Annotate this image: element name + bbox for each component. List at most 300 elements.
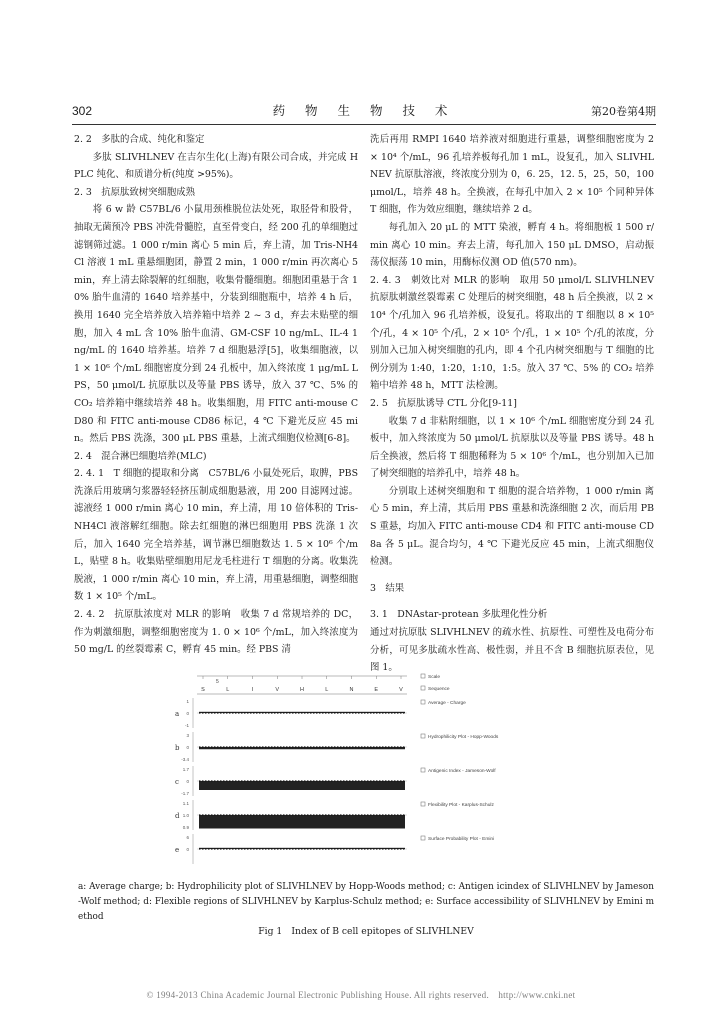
panel-data-point bbox=[208, 848, 210, 849]
panel-data-point bbox=[214, 746, 216, 747]
panel-data-point bbox=[292, 746, 294, 747]
legend-label: Hydrophilicity Plot - Hopp-Woods bbox=[428, 735, 499, 740]
panel-data-point bbox=[238, 746, 240, 747]
panel-data-point bbox=[379, 780, 381, 781]
panel-data-point bbox=[352, 814, 354, 815]
panel-data-point bbox=[352, 746, 354, 747]
panel-data-point bbox=[319, 712, 321, 713]
panel-data-point bbox=[295, 746, 297, 747]
panel-data-point bbox=[355, 746, 357, 747]
sequence-letter: N bbox=[349, 687, 354, 693]
panel-data-point bbox=[265, 746, 267, 747]
panel-data-point bbox=[316, 780, 318, 781]
panel-tick-label: 1.1 bbox=[182, 801, 189, 806]
panel-data-point bbox=[313, 848, 315, 849]
panel-data-point bbox=[400, 746, 402, 747]
panel-data-point bbox=[388, 746, 390, 747]
panel-data-point bbox=[367, 746, 369, 747]
panel-data-point bbox=[400, 848, 402, 849]
panel-data-point bbox=[352, 712, 354, 713]
panel-data-point bbox=[328, 746, 330, 747]
panel-tick-label: 0 bbox=[186, 711, 189, 716]
panel-data-point bbox=[337, 848, 339, 849]
sequence-letter: L bbox=[226, 687, 230, 693]
panel-data-point bbox=[370, 780, 372, 781]
panel-data-point bbox=[346, 814, 348, 815]
sequence-letter: V bbox=[399, 687, 403, 693]
panel-data-point bbox=[343, 746, 345, 747]
panel-data-point bbox=[334, 746, 336, 747]
panel-data-point bbox=[235, 814, 237, 815]
panel-data-point bbox=[331, 712, 333, 713]
panel-data-point bbox=[292, 780, 294, 781]
panel-data-point bbox=[202, 848, 204, 849]
panel-data-point bbox=[376, 780, 378, 781]
panel-data-point bbox=[337, 746, 339, 747]
panel-data-point bbox=[364, 746, 366, 747]
panel-data-point bbox=[205, 712, 207, 713]
panel-data-point bbox=[400, 780, 402, 781]
panel-data-point bbox=[397, 712, 399, 713]
panel-data-point bbox=[244, 780, 246, 781]
panel-data-point bbox=[223, 746, 225, 747]
panel-data-point bbox=[295, 848, 297, 849]
panel-data-point bbox=[343, 848, 345, 849]
panel-data-point bbox=[256, 814, 258, 815]
panel-data-point bbox=[307, 746, 309, 747]
panel-data-point bbox=[343, 814, 345, 815]
panel-data-point bbox=[361, 814, 363, 815]
panel-data-point bbox=[265, 848, 267, 849]
panel-data-point bbox=[253, 712, 255, 713]
panel-data-point bbox=[208, 746, 210, 747]
panel-data-point bbox=[385, 848, 387, 849]
panel-data-point bbox=[355, 780, 357, 781]
section-heading: 2. 2 多肽的合成、纯化和鉴定 bbox=[74, 134, 205, 145]
panel-data-point bbox=[205, 814, 207, 815]
panel-data-point bbox=[394, 814, 396, 815]
panel-data-point bbox=[223, 780, 225, 781]
panel-data-point bbox=[361, 780, 363, 781]
panel-data-point bbox=[229, 848, 231, 849]
panel-data-point bbox=[340, 814, 342, 815]
panel-data-point bbox=[301, 848, 303, 849]
panel-data-point bbox=[250, 712, 252, 713]
section-heading: 3 结果 bbox=[370, 582, 405, 594]
panel-data-point bbox=[241, 848, 243, 849]
panel-data-point bbox=[355, 712, 357, 713]
panel-data-point bbox=[295, 780, 297, 781]
panel-data-point bbox=[277, 814, 279, 815]
panel-data-point bbox=[403, 712, 405, 713]
panel-data-point bbox=[220, 848, 222, 849]
paragraph: 洗后再用 RMPI 1640 培养液对细胞进行重悬，调整细胞密度为 2 × 10⁴ 个/mL，96 孔培养板每孔加 1 mL，设复孔，加入 SLIVHLNEV 抗原肽溶液，终浓度分别为 0，6. 25，12. 5，25，50，100 μmol/L，培养 48 h。全换液，在每孔中加入 2 × 10⁵ 个同种异体 T 细胞，作为效应细胞，继续培养 2 d。 bbox=[370, 134, 654, 216]
panel-data-point bbox=[283, 848, 285, 849]
panel-letter: b bbox=[175, 744, 180, 752]
legend-swatch bbox=[421, 802, 425, 806]
panel-data-point bbox=[298, 780, 300, 781]
panel-data-point bbox=[232, 780, 234, 781]
panel-data-point bbox=[223, 848, 225, 849]
panel-data-point bbox=[307, 712, 309, 713]
panel-data-point bbox=[262, 814, 264, 815]
panel-data-point bbox=[385, 780, 387, 781]
panel-data-point bbox=[298, 712, 300, 713]
panel-data-point bbox=[313, 780, 315, 781]
figure-title: Fig 1 Index of B cell epitopes of SLIVHLNEV bbox=[258, 926, 474, 937]
legend-label: Surface Probability Plot - Emini bbox=[428, 837, 495, 842]
panel-data-point bbox=[202, 712, 204, 713]
panel-data-point bbox=[361, 712, 363, 713]
panel-data-point bbox=[361, 746, 363, 747]
panel-data-point bbox=[319, 848, 321, 849]
panel-data-point bbox=[268, 780, 270, 781]
panel-letter: a bbox=[175, 710, 180, 718]
panel-data-point bbox=[208, 814, 210, 815]
panel-data-point bbox=[259, 848, 261, 849]
panel-data-point bbox=[202, 746, 204, 747]
panel-data-point bbox=[247, 746, 249, 747]
panel-data-point bbox=[208, 712, 210, 713]
panel-data-point bbox=[247, 780, 249, 781]
panel-data-point bbox=[322, 848, 324, 849]
panel-data-point bbox=[373, 814, 375, 815]
panel-data-point bbox=[262, 780, 264, 781]
panel-data-point bbox=[358, 746, 360, 747]
panel-data-point bbox=[268, 746, 270, 747]
panel-data-point bbox=[301, 746, 303, 747]
panel-data-point bbox=[250, 746, 252, 747]
panel-data-point bbox=[283, 780, 285, 781]
panel-data-point bbox=[388, 848, 390, 849]
panel-data-point bbox=[274, 746, 276, 747]
panel-data-point bbox=[367, 712, 369, 713]
panel-data-point bbox=[271, 814, 273, 815]
panel-data-point bbox=[328, 814, 330, 815]
panel-data-point bbox=[313, 814, 315, 815]
panel-data-point bbox=[232, 848, 234, 849]
panel-data-point bbox=[199, 814, 201, 815]
panel-data-point bbox=[367, 848, 369, 849]
panel-data-point bbox=[211, 712, 213, 713]
panel-data-point bbox=[385, 712, 387, 713]
panel-data-point bbox=[265, 814, 267, 815]
panel-data-point bbox=[325, 746, 327, 747]
panel-data-point bbox=[337, 814, 339, 815]
panel-data-point bbox=[256, 746, 258, 747]
legend-label: Flexibility Plot - Karplus-Schulz bbox=[428, 803, 494, 808]
panel-data-point bbox=[298, 746, 300, 747]
panel-data-point bbox=[250, 814, 252, 815]
panel-data-point bbox=[301, 814, 303, 815]
panel-data-point bbox=[355, 814, 357, 815]
panel-data-point bbox=[379, 848, 381, 849]
panel-data-point bbox=[289, 712, 291, 713]
panel-data-point bbox=[391, 780, 393, 781]
panel-letter: c bbox=[175, 778, 179, 786]
panel-data-point bbox=[292, 712, 294, 713]
paragraph: 3. 1 DNAstar-protean 多肽理化性分析 bbox=[370, 609, 548, 621]
panel-tick-label: 0 bbox=[186, 847, 189, 852]
paragraph: 2. 4. 1 T 细胞的提取和分离 C57BL/6 小鼠处死后，取脾，PBS 洗涤后用玻璃匀浆器轻轻挤压制成细胞悬液，用 200 目滤网过滤。滤液经 1 000 r/min 离心 10 min，弃上清，用 10 倍体积的 Tris-NH4Cl 液溶解红细胞。除去红细胞的淋巴细胞用 PBS 洗涤 1 次后，加入 1640 完全培养基，调节淋巴细胞数达 1. 5 × 10⁶ 个/mL，贴壁 8 h。收集贴壁细胞用尼龙毛柱进行 T 细胞的分离。收集洗脱液，1 000 r/min 离心 10 min，弃上清，用重悬细胞，调整细胞数 1 × 10⁵ 个/mL。 bbox=[74, 468, 358, 603]
panel-data-point bbox=[364, 780, 366, 781]
panel-data-point bbox=[220, 746, 222, 747]
section-heading: 2. 4 混合淋巴细胞培养(MLC) bbox=[74, 450, 207, 462]
panel-data-point bbox=[322, 780, 324, 781]
panel-data-point bbox=[316, 712, 318, 713]
panel-data-point bbox=[262, 746, 264, 747]
panel-data-point bbox=[292, 848, 294, 849]
panel-data-point bbox=[217, 814, 219, 815]
panel-data-point bbox=[244, 746, 246, 747]
panel-data-point bbox=[379, 814, 381, 815]
panel-data-point bbox=[391, 848, 393, 849]
panel-data-point bbox=[358, 712, 360, 713]
panel-data-point bbox=[388, 814, 390, 815]
panel-data-point bbox=[313, 712, 315, 713]
panel-data-point bbox=[241, 746, 243, 747]
panel-tick-label: -1 bbox=[184, 723, 189, 728]
panel-data-point bbox=[355, 848, 357, 849]
panel-data-point bbox=[262, 848, 264, 849]
paragraph: 2. 4. 3 刺效比对 MLR 的影响 取用 50 μmol/L SLIVHLNEV 抗原肽刺激丝裂霉素 C 处理后的树突细胞，48 h 后全换液，以 2 × 10⁴ 个/孔加入 96 孔培养板，设复孔。将取出的 T 细胞以 8 × 10⁵ 个/孔，4 × 10⁵ 个/孔，2 × 10⁵ 个/孔，1 × 10⁵ 个/孔的浓度，分别加入已加入树突细胞的孔内，即 4 个孔内树突细胞与 T 细胞的比例分别为 1:40，1:20，1:10，1:5。放入 37 ℃、5% 的 CO₂ 培养箱中培养 48 h，MTT 法检测。 bbox=[370, 274, 654, 392]
panel-data-point bbox=[280, 746, 282, 747]
sequence-letter: I bbox=[251, 687, 254, 693]
panel-data-point bbox=[211, 848, 213, 849]
panel-data-point bbox=[265, 712, 267, 713]
panel-data-point bbox=[262, 712, 264, 713]
panel-data-point bbox=[328, 848, 330, 849]
panel-data-point bbox=[337, 780, 339, 781]
panel-data-point bbox=[358, 814, 360, 815]
panel-data-point bbox=[331, 814, 333, 815]
panel-data-point bbox=[298, 814, 300, 815]
panel-data-point bbox=[208, 780, 210, 781]
panel-data-point bbox=[202, 780, 204, 781]
panel-data-point bbox=[271, 780, 273, 781]
journal-title: 药 物 生 物 技 术 bbox=[272, 103, 456, 118]
panel-data-point bbox=[220, 814, 222, 815]
panel-data-point bbox=[286, 814, 288, 815]
panel-data-point bbox=[220, 712, 222, 713]
panel-data-point bbox=[322, 712, 324, 713]
panel-data-point bbox=[253, 780, 255, 781]
panel-data-point bbox=[331, 848, 333, 849]
panel-data-point bbox=[259, 780, 261, 781]
panel-data-point bbox=[211, 780, 213, 781]
panel-data-point bbox=[370, 848, 372, 849]
panel-data-point bbox=[310, 746, 312, 747]
panel-data-point bbox=[238, 814, 240, 815]
panel-data-point bbox=[304, 780, 306, 781]
panel-data-point bbox=[238, 712, 240, 713]
panel-data-point bbox=[226, 814, 228, 815]
panel-data-point bbox=[304, 746, 306, 747]
panel-tick-label: 0 bbox=[186, 745, 189, 750]
panel-data-point bbox=[295, 814, 297, 815]
panel-data-point bbox=[259, 712, 261, 713]
panel-data-point bbox=[226, 746, 228, 747]
panel-data-point bbox=[289, 780, 291, 781]
panel-data-point bbox=[313, 746, 315, 747]
panel-data-point bbox=[235, 746, 237, 747]
panel-data-point bbox=[346, 746, 348, 747]
panel-data-point bbox=[400, 712, 402, 713]
panel-data-point bbox=[283, 712, 285, 713]
panel-tick-label: -1.7 bbox=[181, 791, 189, 796]
panel-data-point bbox=[277, 746, 279, 747]
panel-data-point bbox=[244, 814, 246, 815]
legend-swatch bbox=[421, 700, 425, 704]
panel-data-point bbox=[292, 814, 294, 815]
panel-data-point bbox=[349, 746, 351, 747]
panel-data-point bbox=[298, 848, 300, 849]
panel-data-point bbox=[247, 712, 249, 713]
panel-data-point bbox=[247, 848, 249, 849]
panel-data-point bbox=[319, 780, 321, 781]
panel-data-point bbox=[349, 848, 351, 849]
epitope-plot bbox=[175, 672, 555, 867]
panel-data-point bbox=[346, 848, 348, 849]
panel-data-point bbox=[256, 712, 258, 713]
panel-data-point bbox=[238, 780, 240, 781]
panel-data-point bbox=[370, 712, 372, 713]
panel-data-point bbox=[325, 814, 327, 815]
panel-data-point bbox=[403, 780, 405, 781]
panel-data-point bbox=[367, 780, 369, 781]
panel-data-point bbox=[205, 746, 207, 747]
panel-data-point bbox=[385, 746, 387, 747]
panel-data-point bbox=[346, 712, 348, 713]
panel-data-point bbox=[223, 712, 225, 713]
sequence-letter: L bbox=[325, 687, 329, 693]
panel-letter: e bbox=[175, 846, 180, 854]
panel-data-point bbox=[229, 814, 231, 815]
panel-data-point bbox=[391, 746, 393, 747]
panel-data-point bbox=[403, 814, 405, 815]
panel-data-point bbox=[229, 712, 231, 713]
panel-data-point bbox=[310, 780, 312, 781]
panel-data-point bbox=[199, 848, 201, 849]
panel-data-point bbox=[319, 814, 321, 815]
panel-data-point bbox=[268, 712, 270, 713]
panel-data-point bbox=[358, 848, 360, 849]
panel-tick-label: 1.7 bbox=[182, 767, 189, 772]
panel-data-point bbox=[376, 814, 378, 815]
legend-swatch bbox=[421, 836, 425, 840]
panel-data-point bbox=[217, 780, 219, 781]
panel-data-point bbox=[331, 746, 333, 747]
panel-data-point bbox=[235, 848, 237, 849]
panel-data-point bbox=[379, 746, 381, 747]
panel-data-point bbox=[211, 746, 213, 747]
panel-data-point bbox=[316, 848, 318, 849]
panel-data-point bbox=[310, 712, 312, 713]
panel-data-point bbox=[250, 848, 252, 849]
panel-data-point bbox=[256, 780, 258, 781]
panel-data-point bbox=[364, 848, 366, 849]
panel-data-point bbox=[379, 712, 381, 713]
panel-tick-label: 6 bbox=[186, 835, 189, 840]
panel-data-point bbox=[397, 780, 399, 781]
panel-data-point bbox=[202, 814, 204, 815]
panel-data-point bbox=[382, 780, 384, 781]
panel-data-point bbox=[226, 848, 228, 849]
panel-data-point bbox=[226, 712, 228, 713]
panel-data-point bbox=[286, 848, 288, 849]
panel-data-point bbox=[232, 712, 234, 713]
panel-data-point bbox=[247, 814, 249, 815]
panel-data-point bbox=[214, 712, 216, 713]
panel-data-point bbox=[280, 814, 282, 815]
panel-data-point bbox=[217, 746, 219, 747]
panel-data-point bbox=[295, 712, 297, 713]
panel-data-point bbox=[238, 848, 240, 849]
panel-data-point bbox=[373, 780, 375, 781]
panel-data-point bbox=[394, 780, 396, 781]
copyright-footer: © 1994-2013 China Academic Journal Electronic Publishing House. All rights reserved. http://www.cnki.net bbox=[146, 990, 576, 1000]
panel-data-point bbox=[352, 780, 354, 781]
panel-data-point bbox=[385, 814, 387, 815]
sequence-letter: E bbox=[374, 687, 379, 693]
panel-data-point bbox=[310, 848, 312, 849]
panel-data-point bbox=[316, 814, 318, 815]
panel-data-point bbox=[268, 814, 270, 815]
panel-data-point bbox=[277, 712, 279, 713]
panel-data-point bbox=[304, 712, 306, 713]
panel-data-point bbox=[214, 848, 216, 849]
panel-data-point bbox=[346, 780, 348, 781]
panel-data-point bbox=[376, 712, 378, 713]
legend-swatch bbox=[421, 686, 425, 690]
panel-data-point bbox=[337, 712, 339, 713]
panel-data-point bbox=[370, 746, 372, 747]
panel-data-point bbox=[289, 848, 291, 849]
figure-caption: a: Average charge; b: Hydrophilicity plot of SLIVHLNEV by Hopp-Woods method; c: Antigen icindex of SLIVHLNEV by Jameson-Wolf method; d: Flexible regions of SLIVHLNEV by Karplus-Schulz method; e: Surface accessibility of SLIVHLNEV by Emini method bbox=[78, 882, 654, 922]
panel-data-point bbox=[199, 780, 201, 781]
paragraph: 收集 7 d 非粘附细胞，以 1 × 10⁶ 个/mL 细胞密度分到 24 孔板中，加入终浓度为 50 μmol/L 抗原肽以及等量 PBS 诱导。48 h 后全换液，然后将 T 细胞稀释为 5 × 10⁶ 个/mL，也分别加入已加了树突细胞的培养孔中，培养 48 h。 bbox=[370, 415, 654, 480]
volume-issue: 第20卷第4期 bbox=[591, 105, 656, 118]
panel-data-point bbox=[373, 848, 375, 849]
panel-data-point bbox=[253, 848, 255, 849]
panel-data-point bbox=[403, 746, 405, 747]
panel-data-point bbox=[229, 746, 231, 747]
panel-data-point bbox=[331, 780, 333, 781]
panel-data-point bbox=[307, 780, 309, 781]
panel-data-point bbox=[310, 814, 312, 815]
legend-label: Average - Charge bbox=[428, 701, 466, 706]
panel-data-point bbox=[232, 814, 234, 815]
panel-data-point bbox=[199, 746, 201, 747]
panel-data-point bbox=[256, 848, 258, 849]
paragraph: 多肽 SLIVHLNEV 在吉尔生化(上海)有限公司合成，并完成 HPLC 纯化、和质谱分析(纯度 >95%)。 bbox=[74, 151, 358, 181]
panel-data-point bbox=[307, 848, 309, 849]
panel-letter: d bbox=[175, 812, 180, 820]
panel-tick-label: 1.0 bbox=[182, 813, 189, 818]
panel-data-point bbox=[316, 746, 318, 747]
panel-data-point bbox=[340, 780, 342, 781]
panel-data-point bbox=[307, 814, 309, 815]
panel-data-point bbox=[253, 814, 255, 815]
panel-data-point bbox=[217, 848, 219, 849]
panel-data-point bbox=[235, 712, 237, 713]
paragraph: 2. 4. 2 抗原肽浓度对 MLR 的影响 收集 7 d 常规培养的 DC，作为刺激细胞，调整细胞密度为 1. 0 × 10⁶ 个/mL，加入终浓度为 50 mg/L 的丝裂霉素 C，孵育 45 min。经 PBS 清 bbox=[74, 609, 358, 656]
panel-data-point bbox=[334, 848, 336, 849]
panel-data-point bbox=[376, 746, 378, 747]
panel-data-point bbox=[280, 712, 282, 713]
panel-data-point bbox=[397, 814, 399, 815]
panel-data-point bbox=[265, 780, 267, 781]
